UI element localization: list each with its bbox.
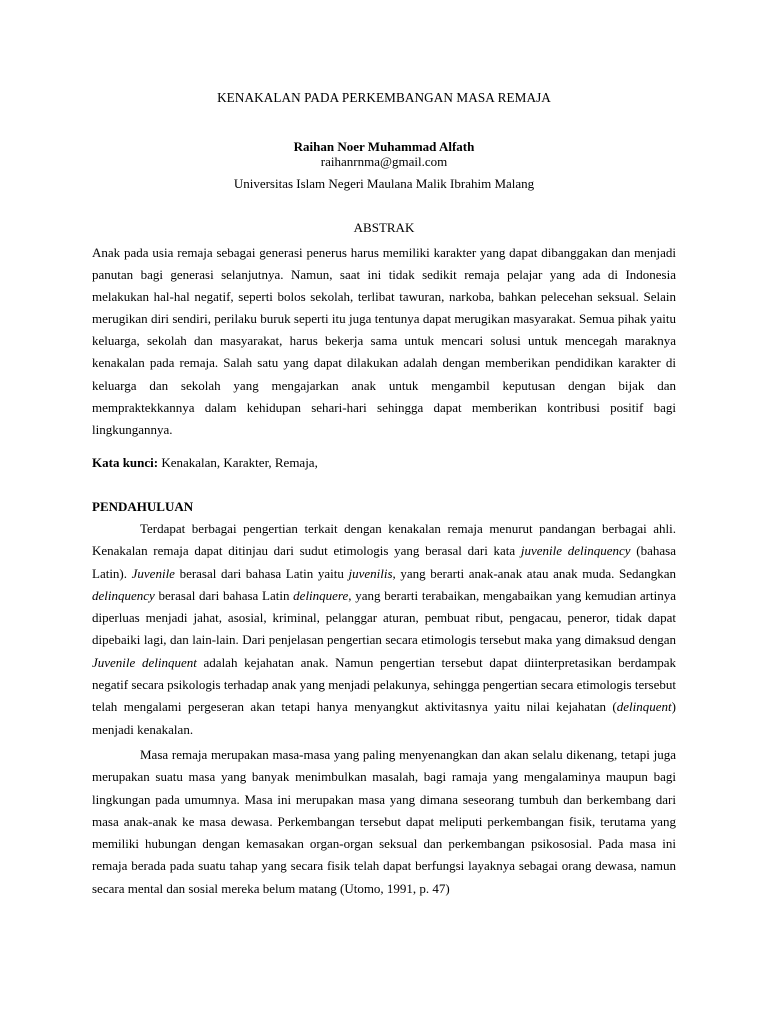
p1-text: berasal dari bahasa Latin xyxy=(154,587,294,603)
keywords-line xyxy=(92,452,676,474)
p1-term-delinquency: delinquency xyxy=(92,587,155,603)
p1-text: Terdapat berbagai pengertian terkait dengan kenakalan remaja menurut pandangan berbagai ahli. Kenakalan remaja dapat ditinjau dari sudut etimologis yang berasal dari kata xyxy=(92,521,676,559)
p1-term-juvenile-delinquency: juvenile delinquency xyxy=(520,543,631,559)
p1-text: (bahasa Latin). xyxy=(92,543,676,581)
intro-paragraph-1 xyxy=(92,518,676,741)
section-heading-pendahuluan: PENDAHULUAN xyxy=(92,499,194,514)
intro-paragraph-2: Masa remaja merupakan masa-masa yang paling menyenangkan dan akan selalu dikenang, tetapi juga merupakan suatu masa yang banyak menimbulkan masalah, bagi ramaja yang mengalaminya maupun bagi lingkungan pada umumnya. Masa ini merupakan masa yang dimana seseorang tumbuh dan berkembang dari masa anak-anak ke masa dewasa. Perkembangan tersebut dapat meliputi perkembangan fisik, terutama yang memiliki hubungan dengan kemasakan organ-organ seksual dan perkembangan psikososial. Pada masa ini remaja berada pada suatu tahap yang secara fisik telah dapat berfungsi layaknya sebagai orang dewasa, namun secara mental dan sosial mereka belum matang (Utomo, 1991, p. 47) xyxy=(92,747,676,896)
author-affiliation: Universitas Islam Negeri Maulana Malik Ibrahim Malang xyxy=(233,176,535,191)
author-email: raihanrnma@gmail.com xyxy=(320,154,448,169)
keywords-label: Kata kunci: xyxy=(92,455,159,470)
p1-text: adalah kejahatan anak. Namun pengertian tersebut dapat diinterpretasikan berdampak negatif secara psikologis terhadap anak yang menjadi pelakunya, sehingga pengertian secara etimologis tersebut telah mengalami pergeseran akan tetapi hanya menyangkut aktivitasnya yaitu nilai kejahatan ( xyxy=(92,654,676,715)
p1-text: yang berarti anak-anak atau anak muda. Sedangkan xyxy=(395,565,677,581)
p1-text: , yang berarti terabaikan, mengabaikan yang kemudian artinya diperluas menjadi jahat, asosial, kriminal, pelanggar aturan, pembuat ribut, pengacau, peneror, tidak dapat dipebaiki lagi, dan lain-lain. Dari penjelasan pengertian secara etimologis tersebut maka yang dimaksud dengan xyxy=(92,587,676,648)
abstract-text: Anak pada usia remaja sebagai generasi penerus harus memiliki karakter yang dapat dibanggakan dan menjadi panutan bagi generasi selanjutnya. Namun, saat ini tidak sedikit remaja pelajar yang ada di Indonesia melakukan hal-hal negatif, seperti bolos sekolah, terlibat tawuran, narkoba, bahkan pelecehan seksual. Selain merugikan diri sendiri, perilaku buruk seperti itu juga tentunya dapat merugikan masyarakat. Semua pihak yaitu keluarga, sekolah dan masyarakat, harus bekerja sama untuk mencari solusi untuk mencegah maraknya kenakalan pada remaja. Salah satu yang dapat dilakukan adalah dengan memberikan pendidikan karakter di keluarga dan sekolah yang mengajarkan anak untuk mengambil keputusan dengan bijak dan mempraktekkannya dalam kehidupan sehari-hari sehingga dapat memberikan kontribusi positif bagi lingkungannya. xyxy=(92,245,676,437)
p1-term-juvenilis: juvenilis, xyxy=(348,565,396,581)
p1-term-juvenile: Juvenile xyxy=(131,565,175,581)
p1-text: berasal dari bahasa Latin yaitu xyxy=(174,565,349,581)
abstract-heading: ABSTRAK xyxy=(353,220,415,235)
author-name: Raihan Noer Muhammad Alfath xyxy=(293,139,475,154)
p1-term-delinquere: delinquere xyxy=(293,587,349,603)
keywords-text: Kenakalan, Karakter, Remaja, xyxy=(161,455,318,470)
paper-title: KENAKALAN PADA PERKEMBANGAN MASA REMAJA xyxy=(217,90,551,105)
p1-term-delinquent: delinquent xyxy=(616,699,672,715)
p1-term-juvenile-delinquent: Juvenile delinquent xyxy=(92,654,197,670)
p1-text: ) menjadi kenakalan. xyxy=(92,699,676,737)
